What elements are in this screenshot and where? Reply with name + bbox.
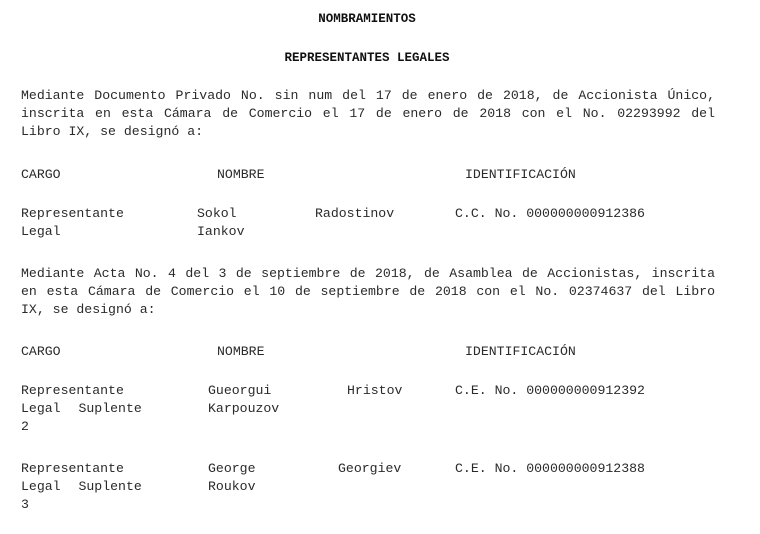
row-identificacion: C.C. No. 000000000912386 — [455, 206, 645, 221]
header-identificacion: IDENTIFICACIÓN — [465, 167, 576, 182]
appointment-paragraph-1: Mediante Documento Privado No. sin num del 17 de enero de 2018, de Accionista Único, inscrita en esta Cámara de Comercio el 17 de enero de 2018 con el No. 02293992 del Libro IX, se designó a: — [21, 88, 715, 139]
row-identificacion: C.E. No. 000000000912392 — [455, 383, 645, 398]
row-nombre-last: Roukov — [208, 479, 256, 494]
appointment-paragraph-2: Mediante Acta No. 4 del 3 de septiembre de 2018, de Asamblea de Accionistas, inscrita en esta Cámara de Comercio el 10 de septiembre de 2018 con el No. 02374637 del Libro IX, se designó a: — [21, 266, 715, 317]
row-nombre-last: Karpouzov — [208, 401, 280, 416]
row-cargo — [21, 382, 191, 436]
row-nombre-middle: Georgiev — [338, 461, 402, 476]
cargo-line-3: 3 — [21, 497, 29, 512]
header-nombre: NOMBRE — [217, 344, 265, 359]
header-cargo: CARGO — [21, 344, 61, 359]
cargo-line-1: Representante — [21, 206, 124, 221]
row-identificacion: C.E. No. 000000000912388 — [455, 461, 645, 476]
cargo-line-2: Legal Suplente — [21, 479, 142, 494]
document-page — [21, 0, 721, 534]
row-nombre-middle: Hristov — [347, 383, 403, 398]
row-nombre-first: George — [208, 461, 256, 476]
cargo-line-1: Representante — [21, 461, 124, 476]
row-cargo — [21, 460, 191, 514]
header-cargo: CARGO — [21, 167, 61, 182]
row-nombre-last: Iankov — [197, 224, 245, 239]
cargo-line-2: Legal Suplente — [21, 401, 142, 416]
cargo-line-2: Legal — [21, 224, 61, 239]
row-cargo — [21, 205, 191, 241]
table-header-2 — [21, 343, 721, 361]
row-nombre-middle: Radostinov — [315, 206, 395, 221]
cargo-line-3: 2 — [21, 419, 29, 434]
row-nombre-first: Gueorgui — [208, 383, 272, 398]
cargo-line-1: Representante — [21, 383, 124, 398]
document-subtitle: REPRESENTANTES LEGALES — [284, 51, 450, 65]
header-nombre: NOMBRE — [217, 167, 265, 182]
table-header-1 — [21, 166, 721, 184]
row-nombre-first: Sokol — [197, 206, 237, 221]
header-identificacion: IDENTIFICACIÓN — [465, 344, 576, 359]
document-title: NOMBRAMIENTOS — [318, 12, 416, 26]
